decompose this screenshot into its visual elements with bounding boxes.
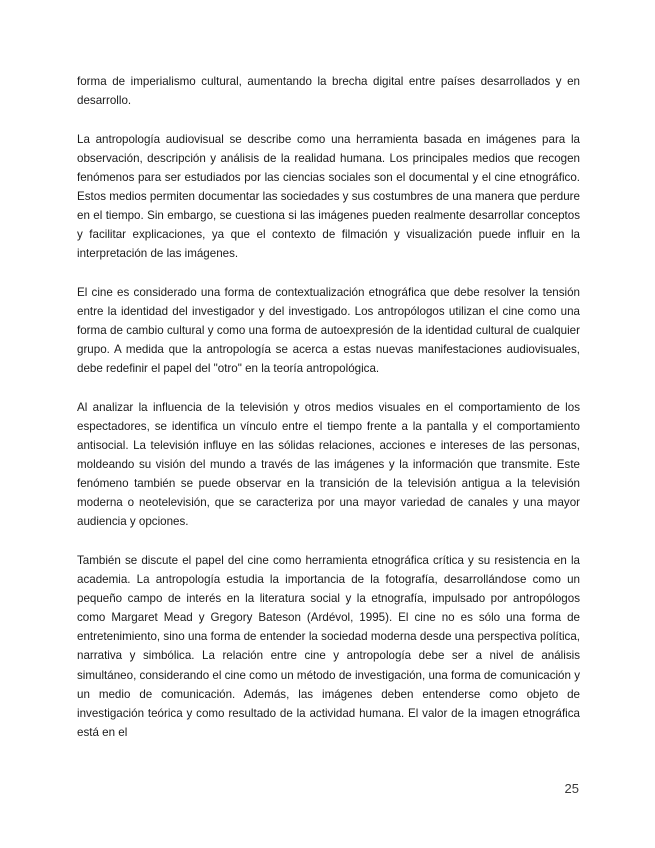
paragraph-continuation: forma de imperialismo cultural, aumentando la brecha digital entre países desarrollados y en desarrollo.	[77, 75, 580, 108]
paragraph-television-influence: Al analizar la influencia de la televisión y otros medios visuales en el comportamiento de los espectadores, se identifica un vínculo entre el tiempo frente a la pantalla y el comportamiento antisocial. La televisión influye en las sólidas relaciones, acciones e intereses de las personas, moldeando su visión del mundo a través de las imágenes y la información que transmite. Este fenómeno también se puede observar en la transición de la televisión antigua a la televisión moderna o neotelevisión, que se caracteriza por una mayor variedad de canales y una mayor audiencia y opciones.	[77, 400, 580, 529]
page-number: 25	[564, 781, 579, 796]
paragraph-audiovisual-anthropology: La antropología audiovisual se describe como una herramienta basada en imágenes para la observación, descripción y análisis de la realidad humana. Los principales medios que recogen fenómenos para ser estudiados por las ciencias sociales son el documental y el cine etnográfico. Estos medios permiten documentar las sociedades y sus costumbres de una manera que perdure en el tiempo. Sin embargo, se cuestiona si las imágenes pueden realmente desarrollar conceptos y facilitar explicaciones, ya que el contexto de filmación y visualización puede influir en la interpretación de las imágenes.	[77, 132, 580, 261]
paragraph-cinema-contextualization: El cine es considerado una forma de contextualización etnográfica que debe resolver la tensión entre la identidad del investigador y del investigado. Los antropólogos utilizan el cine como una forma de cambio cultural y como una forma de autoexpresión de la identidad cultural de cualquier grupo. A medida que la antropología se acerca a estas nuevas manifestaciones audiovisuales, debe redefinir el papel del "otro" en la teoría antropológica.	[77, 285, 580, 376]
paragraph-cinema-ethnographic-tool: También se discute el papel del cine como herramienta etnográfica crítica y su resistencia en la academia. La antropología estudia la importancia de la fotografía, desarrollándose como un pequeño campo de interés en la literatura social y la etnografía, impulsado por antropólogos como Margaret Mead y Gregory Bateson (Ardévol, 1995). El cine no es sólo una forma de entretenimiento, sino una forma de entender la sociedad moderna desde una perspectiva política, narrativa y simbólica. La relación entre cine y antropología debe ser a nivel de análisis simultáneo, considerando el cine como un método de investigación, una forma de comunicación y un medio de comunicación. Además, las imágenes deben entenderse como objeto de investigación teórica y como resultado de la actividad humana. El valor de la imagen etnográfica está en el	[77, 553, 580, 739]
body-text	[77, 72, 580, 761]
